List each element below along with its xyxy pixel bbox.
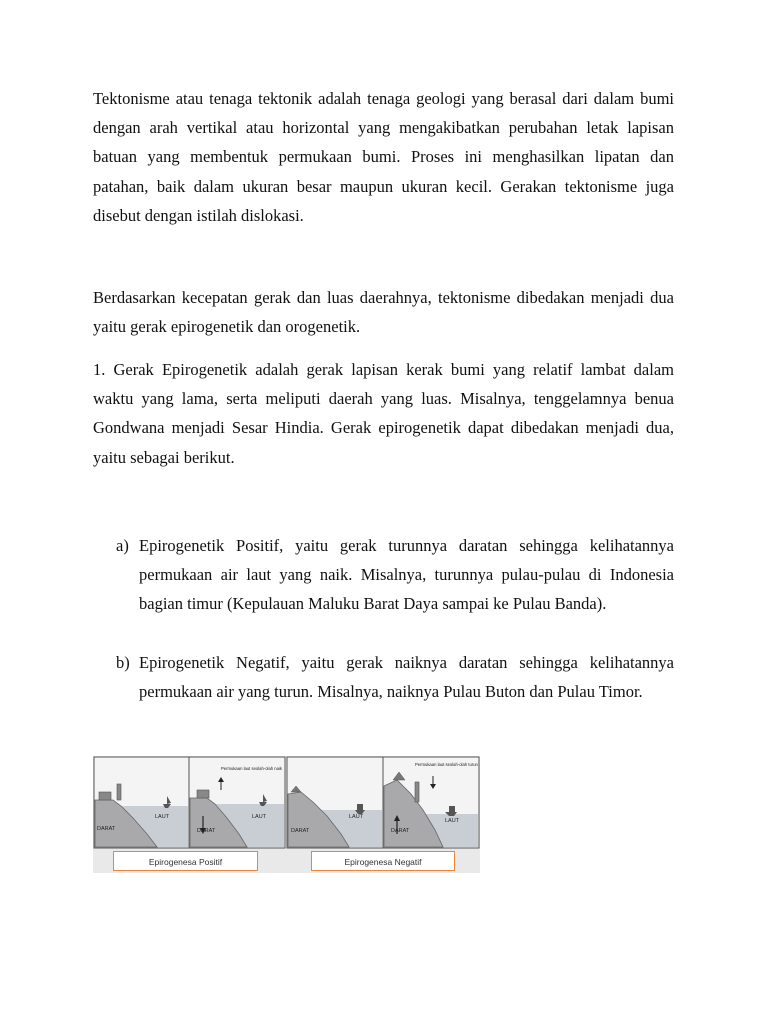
tower-icon [117,784,121,800]
laut-label: LAUT [155,814,170,820]
sea-fall-label: Permukaan laut seolah-olah turun [415,762,478,767]
epirogenesa-figure [93,756,480,873]
classification-paragraph: Berdasarkan kecepatan gerak dan luas daerahnya, tektonisme dibedakan menjadi dua yaitu gerak epirogenetik dan orogenetik. [93,288,674,337]
darat-label: DARAT [291,828,310,834]
epirogenetik-paragraph: 1. Gerak Epirogenetik adalah gerak lapisan kerak bumi yang relatif lambat dalam waktu yang lama, serta meliputi daerah yang luas. Misalnya, tenggelamnya benua Gondwana menjadi Sesar Hindia. Gerak epirogenetik dapat dibedakan menjadi dua, yaitu sebagai berikut. [93,360,674,467]
laut-label: LAUT [252,814,267,820]
darat-label: DARAT [197,828,216,834]
sea-rise-label: Permukaan laut seolah-olah naik [221,766,282,771]
list-item-negatif [116,648,674,706]
laut-label: LAUT [445,818,460,824]
list-item-positif [116,531,674,619]
building-icon [99,792,111,800]
epirogenesa-diagram [93,756,480,851]
list-item-text: Epirogenetik Positif, yaitu gerak turunnya daratan sehingga kelihatannya permukaan air laut yang naik. Misalnya, turunnya pulau-pulau di Indonesia bagian timur (Kepulauan Maluku Barat Daya sampai ke Pulau Banda). [139,536,674,614]
caption-negative: Epirogenesa Negatif [311,851,455,871]
laut-label: LAUT [349,814,364,820]
building-icon [197,790,209,798]
tower-icon [415,782,419,802]
caption-positive: Epirogenesa Positif [113,851,258,871]
list-item-text: Epirogenetik Negatif, yaitu gerak naiknya daratan sehingga kelihatannya permukaan air yang turun. Misalnya, naiknya Pulau Buton dan Pulau Timor. [139,653,674,702]
list-marker: b) [116,653,130,672]
darat-label: DARAT [391,828,410,834]
darat-label: DARAT [97,826,116,832]
intro-paragraph: Tektonisme atau tenaga tektonik adalah tenaga geologi yang berasal dari dalam bumi dengan arah vertikal atau horizontal yang mengakibatkan perubahan letak lapisan batuan yang membentuk permukaan bumi. Proses ini menghasilkan lipatan dan patahan, baik dalam ukuran besar maupun ukuran kecil. Gerakan tektonisme juga disebut dengan istilah dislokasi. [93,89,674,225]
list-marker: a) [116,536,129,555]
